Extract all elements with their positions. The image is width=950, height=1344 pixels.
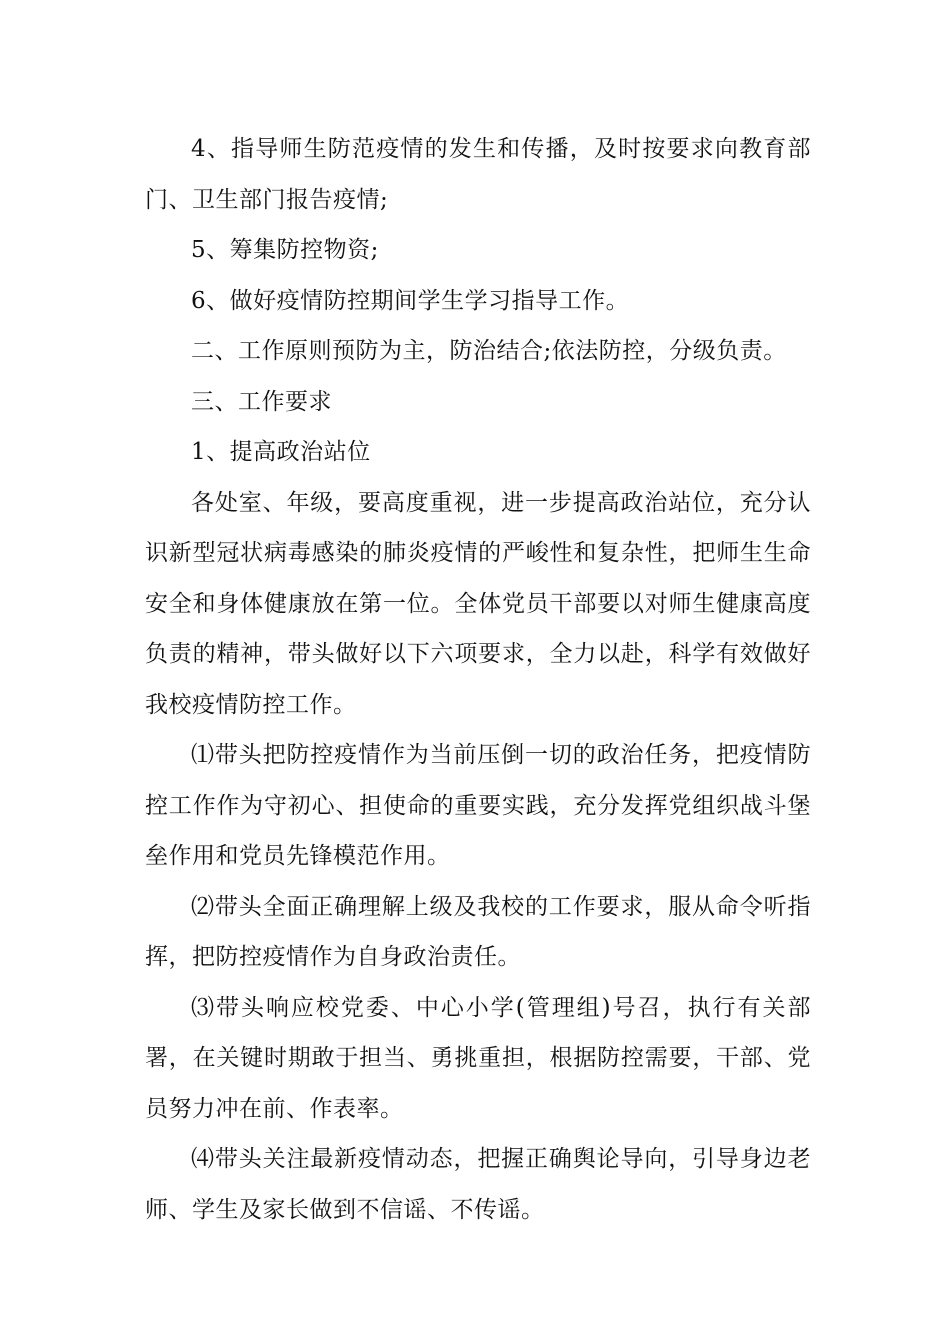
section-heading-requirements: 三、工作要求 [191, 388, 332, 415]
paragraph-duty-4: 4、指导师生防范疫情的发生和传播，及时按要求向教育部门、卫生部门报告疫情; [145, 136, 811, 213]
section-heading-principles: 二、工作原则预防为主，防治结合;依法防控，分级负责。 [191, 338, 787, 364]
subheading-political-stance: 1、提高政治站位 [191, 439, 371, 465]
paragraph-item-3: ⑶带头响应校党委、中心小学(管理组)号召，执行有关部署，在关键时期敢于担当、勇挑重担，根据防控需要，干部、党员努力冲在前、作表率。 [145, 994, 811, 1122]
paragraph-item-2: ⑵带头全面正确理解上级及我校的工作要求，服从命令听指挥，把防控疫情作为自身政治责任。 [145, 893, 811, 970]
paragraph-requirements-intro: 各处室、年级，要高度重视，进一步提高政治站位，充分认识新型冠状病毒感染的肺炎疫情的严峻性和复杂性，把师生生命安全和身体健康放在第一位。全体党员干部要以对师生健康高度负责的精神，带头做好以下六项要求，全力以赴，科学有效做好我校疫情防控工作。 [145, 489, 811, 718]
document-body [145, 124, 811, 1235]
paragraph-item-1: ⑴带头把防控疫情作为当前压倒一切的政治任务，把疫情防控工作作为守初心、担使命的重要实践，充分发挥党组织战斗堡垒作用和党员先锋模范作用。 [145, 742, 811, 869]
paragraph-item-4: ⑷带头关注最新疫情动态，把握正确舆论导向，引导身边老师、学生及家长做到不信谣、不传谣。 [145, 1146, 811, 1223]
paragraph-duty-6: 6、做好疫情防控期间学生学习指导工作。 [191, 287, 630, 314]
paragraph-duty-5: 5、筹集防控物资; [191, 237, 379, 263]
